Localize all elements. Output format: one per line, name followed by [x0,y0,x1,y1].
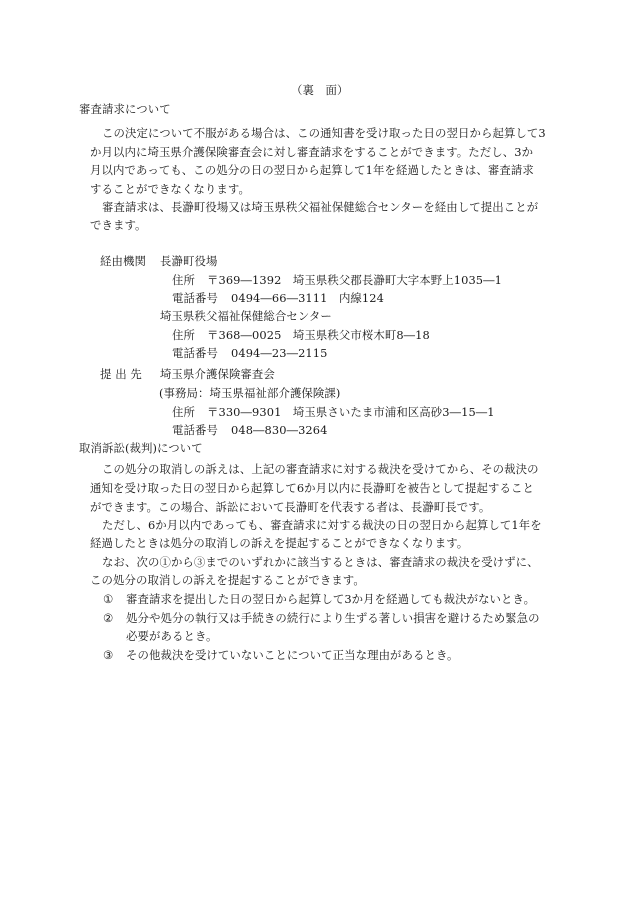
list-item-text: 審査請求を提出した日の翌日から起算して3か月を経過しても裁決がないとき。 [126,592,536,606]
lawsuit-paragraph-line: ただし、6か月以内であっても、審査請求に対する裁決の日の翌日から起算して1年を [102,518,542,532]
route-label: 経由機関 [100,254,146,268]
review-heading: 審査請求について [79,102,171,116]
office2-address: 〒368―0025 埼玉県秩父市桜木町8―18 [207,328,430,342]
office1-address: 〒369―1392 埼玉県秩父郡長瀞町大字本野上1035―1 [207,273,502,287]
review-paragraph-line: この決定について不服がある場合は、この通知書を受け取った日の翌日から起算して3 [102,126,546,140]
lawsuit-paragraph-line: この処分の取消しの訴えは、上記の審査請求に対する裁決を受けてから、その裁決の [102,462,539,476]
office2-phone-label: 電話番号 [172,346,218,360]
destination-phone: 048―830―3264 [231,423,328,437]
list-item-text: その他裁決を受けていないことについて正当な理由があるとき。 [126,648,459,662]
review-paragraph-line: 審査請求は、長瀞町役場又は埼玉県秩父福祉保健総合センターを経由して提出ことが [102,200,539,214]
list-item-text: 必要があるとき。 [126,629,218,643]
destination-phone-label: 電話番号 [172,423,218,437]
office1-name: 長瀞町役場 [160,254,218,268]
review-paragraph-line: 月以内であっても、この処分の日の翌日から起算して1年を経過したときは、審査請求 [90,163,534,177]
page-label: （裏 面） [291,83,349,97]
destination-label: 提 出 先 [100,367,142,381]
list-item-marker: ① [103,592,114,606]
office2-address-label: 住所 [172,328,195,342]
lawsuit-paragraph-line: 通知を受け取った日の翌日から起算して6か月以内に長瀞町を被告として提起すること [90,481,534,495]
lawsuit-heading: 取消訴訟(裁判)について [79,441,203,455]
office2-phone: 0494―23―2115 [231,346,328,360]
office1-phone-label: 電話番号 [172,291,218,305]
review-paragraph-line: することができなくなります。 [90,182,250,196]
destination-address-label: 住所 [172,405,195,419]
destination-name: 埼玉県介護保険審査会 [160,367,275,381]
destination-secretariat: (事務局：埼玉県福祉部介護保険課) [159,386,341,400]
lawsuit-paragraph-line: なお、次の①から③までのいずれかに該当するときは、審査請求の裁決を受けずに、 [102,555,539,569]
destination-address: 〒330―9301 埼玉県さいたま市浦和区高砂3―15―1 [207,405,495,419]
lawsuit-paragraph-line: この処分の取消しの訴えを提起することができます。 [90,573,365,587]
lawsuit-paragraph-line: 経過したときは処分の取消しの訴えを提起することができなくなります。 [90,536,469,550]
list-item-marker: ② [103,611,114,625]
review-paragraph-line: か月以内に埼玉県介護保険審査会に対し審査請求をすることができます。ただし、3か [90,145,534,159]
lawsuit-paragraph-line: ができます。この場合、訴訟において長瀞町を代表する者は、長瀞町長です。 [90,500,491,514]
office2-name: 埼玉県秩父福祉保健総合センター [160,309,332,323]
review-paragraph-line: できます。 [90,218,147,232]
list-item-marker: ③ [103,648,114,662]
list-item-text: 処分や処分の執行又は手続きの続行により生ずる著しい損害を避けるため緊急の [126,611,540,625]
office1-phone: 0494―66―3111 内線124 [231,291,384,305]
office1-address-label: 住所 [172,273,195,287]
